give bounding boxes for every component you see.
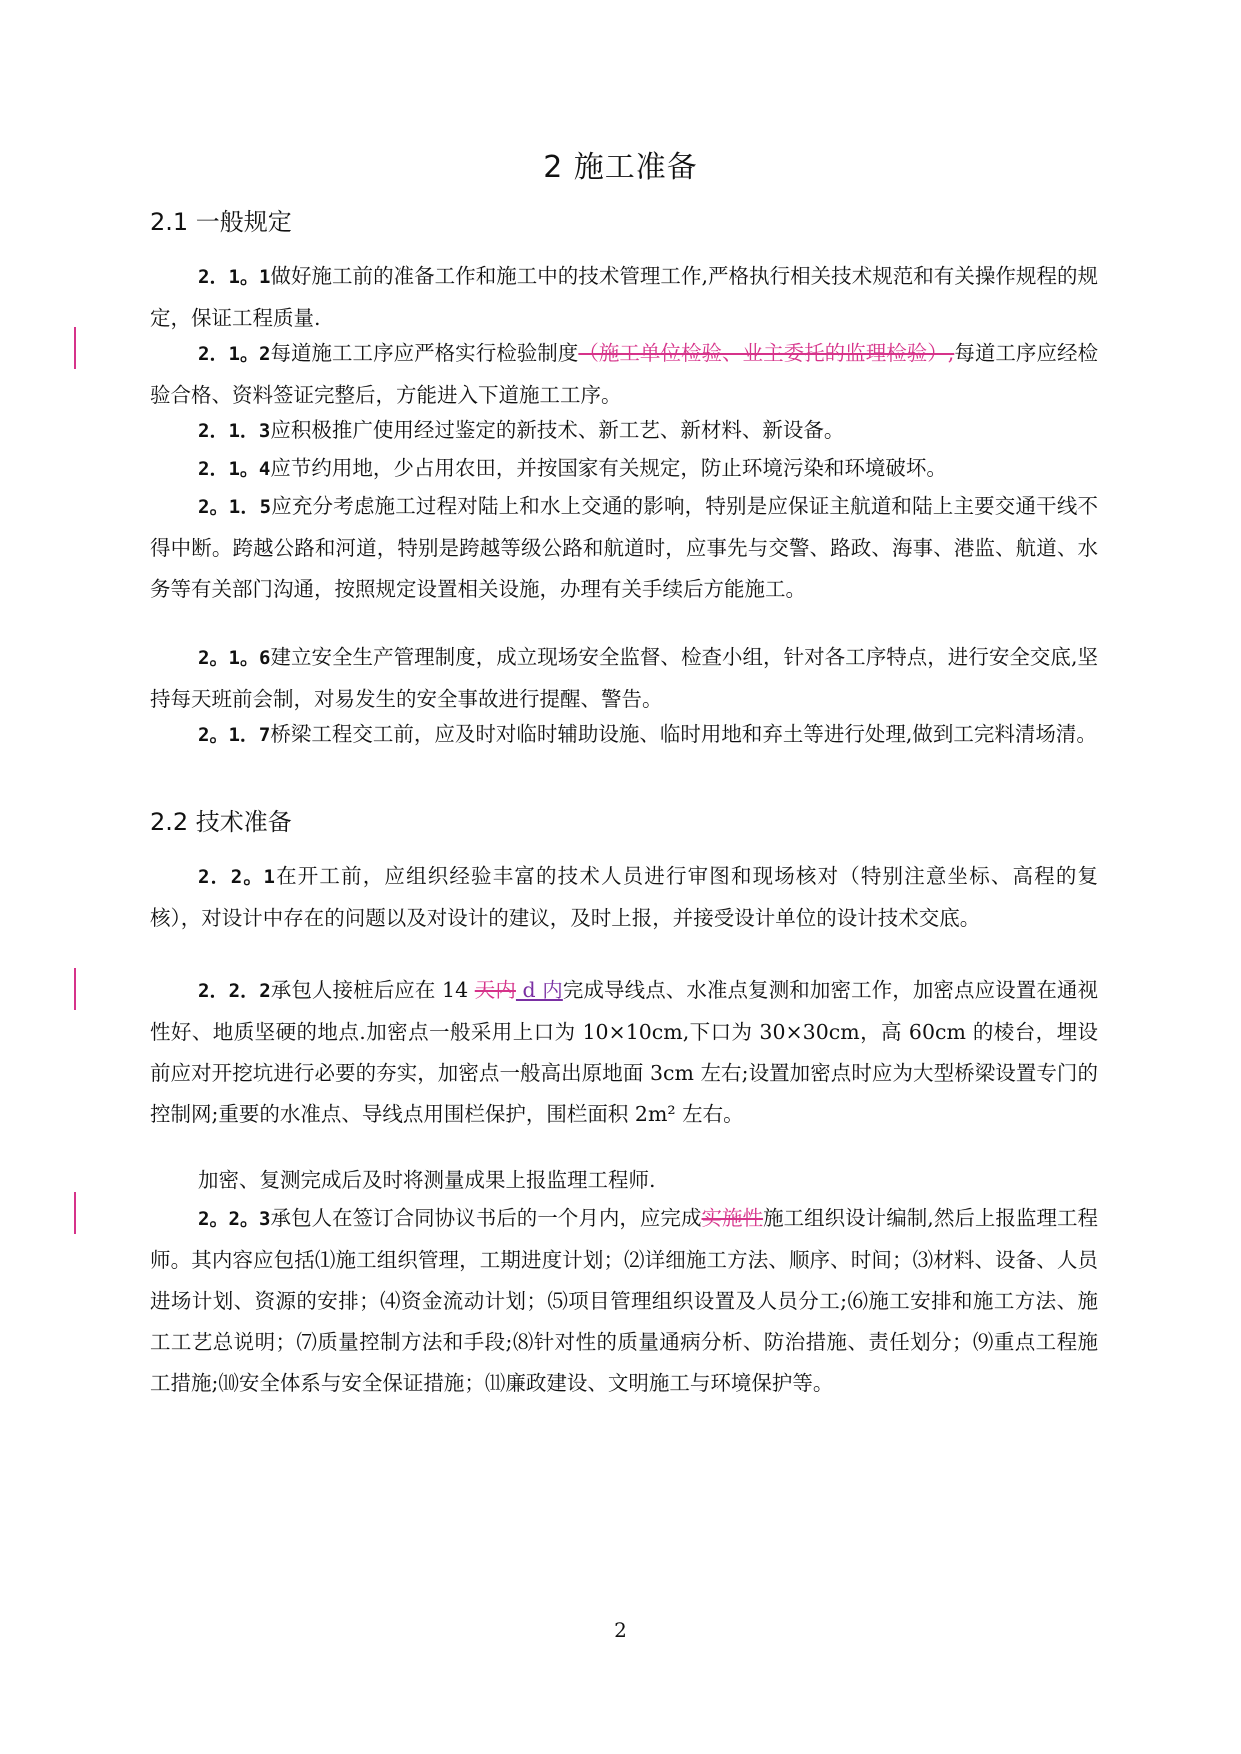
paragraph-2-1-2 [150,333,1098,416]
clause-number: 2．1．3 [198,420,271,442]
chapter-title: 2 施工准备 [543,150,698,185]
paragraph-2-1-6 [150,637,1098,720]
clause-text: 桥梁工程交工前，应及时对临时辅助设施、临时用地和弃土等进行处理,做到工完料清场清。 [270,722,1097,746]
tracked-insertion: d 内 [515,978,563,1002]
clause-text: 承包人接桩后应在 14 [270,978,475,1002]
clause-number: 2．2．2 [198,980,271,1002]
paragraph-2-1-4 [150,448,1098,490]
clause-text: 应积极推广使用经过鉴定的新技术、新工艺、新材料、新设备。 [270,418,845,442]
tracked-deletion: 实施性 [701,1206,764,1230]
clause-text-continued: 每道工序应经检验合格、资料签证完整后，方能进入下道施工工序。 [150,341,1099,407]
clause-number: 2。2。3 [198,1208,271,1230]
clause-number: 2．1。1 [198,266,271,288]
clause-number: 2。1．5 [198,496,272,518]
revision-change-bar [74,968,76,1010]
section-heading-2-2: 2.2 技术准备 [150,808,292,836]
clause-text: 加密、复测完成后及时将测量成果上报监理工程师. [198,1168,656,1192]
clause-text: 应节约用地，少占用农田，并按国家有关规定，防止环境污染和环境破坏。 [270,456,947,480]
clause-text: 承包人在签订合同协议书后的一个月内，应完成 [270,1206,702,1230]
page-number: 2 [614,1618,627,1642]
paragraph-2-2-1 [150,856,1098,939]
tracked-deletion: 天内 [474,978,516,1002]
clause-text: 在开工前，应组织经验丰富的技术人员进行审图和现场核对（特别注意坐标、高程的复核），对设计中存在的问题以及对设计的建议，及时上报，并接受设计单位的设计技术交底。 [150,864,1098,930]
revision-change-bar [74,327,76,369]
clause-number: 2。1．7 [198,724,271,746]
paragraph-2-2-2-note [150,1160,1098,1201]
clause-number: 2．2。1 [198,866,275,888]
clause-text: 应充分考虑施工过程对陆上和水上交通的影响，特别是应保证主航道和陆上主要交通干线不得中断。跨越公路和河道，特别是跨越等级公路和航道时，应事先与交警、路政、海事、港监、航道、水务等有关部门沟通，按照规定设置相关设施，办理有关手续后方能施工。 [150,494,1098,601]
paragraph-2-1-5 [150,486,1098,610]
paragraph-2-1-7 [150,714,1098,756]
revision-change-bar [74,1192,76,1234]
clause-text: 做好施工前的准备工作和施工中的技术管理工作,严格执行相关技术规范和有关操作规程的规定，保证工程质量. [150,264,1098,330]
clause-text-continued: 完成导线点、水准点复测和加密工作，加密点应设置在通视性好、地质坚硬的地点.加密点一般采用上口为 10×10cm,下口为 30×30cm，高 60cm 的棱台，埋设前应对开挖坑进行必要的夯实，加密点一般高出原地面 3cm 左右;设置加密点时应为大型桥梁设置专门的控制网;重要的水准点、导线点用围栏保护，围栏面积 2m² 左右。 [150,978,1099,1126]
paragraph-2-1-3 [150,410,1098,452]
clause-text: 每道施工工序应严格实行检验制度 [270,341,579,365]
paragraph-2-2-2 [150,970,1098,1135]
tracked-deletion: （施工单位检验、业主委托的监理检验）, [578,341,955,365]
paragraph-2-1-1 [150,256,1098,339]
clause-number: 2．1。4 [198,458,271,480]
clause-text: 建立安全生产管理制度，成立现场安全监督、检查小组，针对各工序特点，进行安全交底,坚持每天班前会制，对易发生的安全事故进行提醒、警告。 [150,645,1098,711]
paragraph-2-2-3 [150,1198,1098,1404]
section-heading-2-1: 2.1 一般规定 [150,208,292,236]
clause-number: 2．1。2 [198,343,271,365]
clause-text-continued: 施工组织设计编制,然后上报监理工程师。其内容应包括⑴施工组织管理，工期进度计划；⑵详细施工方法、顺序、时间；⑶材料、设备、人员进场计划、资源的安排；⑷资金流动计划；⑸项目管理组织设置及人员分工;⑹施工安排和施工方法、施工工艺总说明；⑺质量控制方法和手段;⑻针对性的质量通病分析、防治措施、责任划分；⑼重点工程施工措施;⑽安全体系与安全保证措施；⑾廉政建设、文明施工与环境保护等。 [150,1206,1099,1395]
clause-number: 2。1。6 [198,647,271,669]
